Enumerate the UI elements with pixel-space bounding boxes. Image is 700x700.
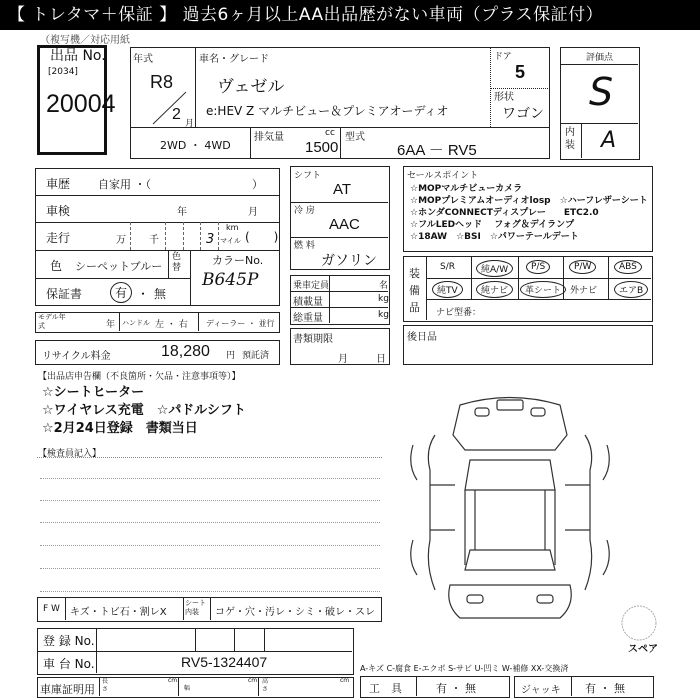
door-value: 5 bbox=[515, 62, 526, 82]
garage-height: 高さ bbox=[262, 678, 269, 693]
spare-label: スペア bbox=[628, 644, 658, 655]
garage-row bbox=[37, 677, 354, 698]
color-value: シーペットブルー bbox=[75, 260, 163, 273]
notes-label: 【出品店申告欄（不良箇所・欠品・注意事項等）】 bbox=[38, 372, 241, 382]
sales-line: ☆MOPプレミアムオーディオlosp ☆ハーフレザーシート bbox=[410, 196, 648, 206]
mileage-label: 走行 bbox=[46, 231, 71, 245]
year-era: R8 bbox=[150, 72, 174, 92]
equip-abs: ABS bbox=[614, 260, 642, 274]
model-year-year: 年 bbox=[106, 320, 116, 330]
weight-label: 総重量 bbox=[293, 313, 323, 324]
unit-cm: cm bbox=[248, 677, 258, 684]
mileage-sen: 千 bbox=[149, 235, 159, 246]
model-label: 型式 bbox=[345, 132, 365, 143]
shape-value: ワゴン bbox=[502, 106, 544, 122]
car-diagram bbox=[405, 390, 615, 635]
unit-mile: マイル bbox=[220, 237, 241, 245]
history-value: 自家用 ・（ bbox=[98, 178, 151, 191]
tools-value: 有 ・ 無 bbox=[436, 682, 476, 695]
history-close: ） bbox=[252, 178, 263, 191]
lot-number: 20004 bbox=[46, 90, 116, 118]
displacement-value: 1500 bbox=[305, 139, 339, 156]
docs-label: 書類期限 bbox=[293, 334, 333, 345]
equip-leather: 革シート bbox=[520, 281, 566, 298]
mileage-digit: 3 bbox=[206, 232, 215, 247]
handle-value: 左 ・ 右 bbox=[155, 320, 188, 330]
equip-ps: P/S bbox=[526, 260, 550, 274]
colorno-label: カラーNo. bbox=[212, 254, 264, 267]
model-value: 6AA － RV5 bbox=[397, 142, 477, 159]
year-label: 年式 bbox=[133, 54, 153, 65]
equip-tv: 純TV bbox=[432, 281, 463, 298]
car-name: ヴェゼル bbox=[217, 77, 285, 97]
note-line: ☆2月24日登録 書類当日 bbox=[42, 421, 198, 436]
seat-items: コゲ・穴・汚レ・シミ・破レ・スレ bbox=[215, 607, 375, 618]
recycle-label: リサイクル料金 bbox=[42, 351, 111, 362]
form-note: （複写機／対応用紙 bbox=[40, 35, 130, 46]
registration-block bbox=[37, 628, 354, 675]
load-unit: kg bbox=[378, 294, 389, 304]
chassis-label: 車 台 No. bbox=[43, 657, 95, 671]
warranty-no: 無 bbox=[154, 287, 167, 301]
inspection-month: 月 bbox=[248, 207, 258, 218]
inspection-label: 車検 bbox=[46, 204, 71, 218]
equip-sr: S/R bbox=[440, 262, 455, 272]
model-year-row bbox=[35, 312, 280, 333]
equip-ext-navi: 外ナビ bbox=[570, 286, 598, 296]
fw-label: F W bbox=[43, 604, 60, 614]
jack-box bbox=[514, 676, 654, 698]
drive-type: 2WD ・ 4WD bbox=[160, 139, 231, 152]
load-label: 積載量 bbox=[293, 297, 323, 308]
sales-line: ☆フルLEDヘッド フォグ＆デイランプ bbox=[410, 220, 575, 230]
recycle-status: 預託済 bbox=[242, 351, 270, 361]
equip-navi: 純ナビ bbox=[476, 281, 513, 298]
warranty-label: 保証書 bbox=[46, 287, 83, 301]
repaint-label: 色替 bbox=[172, 252, 182, 273]
tools-box bbox=[360, 676, 510, 698]
sales-line: ☆MOPマルチビューカメラ bbox=[410, 184, 523, 194]
garage-width: 幅 bbox=[184, 685, 191, 692]
spec-block bbox=[290, 166, 390, 270]
recycle-value: 18,280 bbox=[161, 343, 210, 360]
lot-label: 出品 No. bbox=[50, 48, 106, 64]
score-box bbox=[560, 47, 640, 160]
color-label: 色 bbox=[50, 259, 63, 273]
later-label: 後日品 bbox=[407, 332, 437, 343]
later-items bbox=[403, 325, 653, 365]
chassis-value: RV5-1324407 bbox=[181, 654, 268, 670]
car-label: 車名・グレード bbox=[199, 54, 269, 65]
aircon-value: AAC bbox=[329, 216, 360, 233]
sales-line: ☆ホンダCONNECTディスプレー ETC2.0 bbox=[410, 208, 599, 218]
sales-label: セールスポイント bbox=[407, 171, 479, 181]
docs-block bbox=[290, 328, 390, 365]
jack-value: 有 ・ 無 bbox=[585, 682, 625, 695]
unit-cm: cm bbox=[168, 677, 178, 684]
aircon-label: 冷 房 bbox=[294, 206, 315, 216]
recycle-unit: 円 bbox=[226, 351, 236, 361]
unit-cm: cm bbox=[340, 677, 350, 684]
unit-km: km bbox=[226, 223, 239, 232]
history-label: 車歴 bbox=[46, 177, 71, 191]
car-grade: e:HEV Z マルチビュー＆プレミアオーディオ bbox=[206, 104, 449, 118]
sales-line: ☆18AW ☆BSI ☆パワーテールデート bbox=[410, 232, 579, 242]
colorno-value: B645P bbox=[202, 270, 259, 290]
dealer-value: ディーラー ・ 並行 bbox=[206, 319, 275, 328]
capacity-unit: 名 bbox=[379, 281, 389, 291]
inspection-year: 年 bbox=[177, 207, 187, 218]
warranty-sep: ・ bbox=[137, 287, 150, 301]
fw-row bbox=[37, 597, 382, 622]
equipment-label: 装備品 bbox=[409, 267, 420, 314]
shape-label: 形状 bbox=[494, 92, 514, 103]
tools-label: 工 具 bbox=[369, 682, 402, 695]
month-unit: 月 bbox=[185, 119, 195, 129]
spare-tire-icon bbox=[618, 603, 660, 643]
equipment-block bbox=[403, 256, 653, 322]
docs-day: 日 bbox=[376, 354, 386, 365]
year-month: 2 bbox=[172, 106, 181, 123]
docs-month: 月 bbox=[338, 354, 348, 365]
equip-aw: 純A/W bbox=[476, 260, 513, 277]
weight-unit: kg bbox=[378, 310, 389, 320]
lot-box bbox=[37, 45, 116, 155]
interior-value: A bbox=[601, 128, 617, 153]
model-year-label: モデル年式 bbox=[38, 313, 66, 330]
capacity-label: 乗車定員 bbox=[293, 281, 330, 291]
mileage-man: 万 bbox=[116, 235, 126, 246]
score-value: S bbox=[589, 70, 614, 114]
handle-label: ハンドル bbox=[122, 319, 150, 327]
score-label: 評価点 bbox=[586, 53, 614, 63]
sales-points bbox=[403, 166, 653, 252]
interior-label: 内装 bbox=[565, 127, 575, 151]
navi-model: ナビ型番： bbox=[436, 308, 482, 318]
displacement-label: 排気量 bbox=[254, 132, 284, 143]
shift-value: AT bbox=[333, 181, 352, 198]
fuel-value: ガソリン bbox=[321, 253, 377, 269]
door-label: ドア bbox=[494, 52, 512, 62]
fuel-label: 燃 料 bbox=[294, 241, 315, 251]
sheet-title: 【 トレタマ＋保証 】 過去6ヶ月以上AA出品歴がない車両（プラス保証付） bbox=[0, 0, 700, 30]
garage-length: 長さ bbox=[102, 678, 109, 693]
capacity-block bbox=[290, 275, 390, 325]
note-line: ☆ワイヤレス充電 ☆パドルシフト bbox=[42, 403, 246, 418]
damage-legend: A-キズ C-腐食 E-エクボ S-サビ U-凹ミ W-補修 XX-交換済 bbox=[360, 664, 569, 673]
garage-label: 車庫証明用 bbox=[40, 683, 95, 696]
equip-pw: P/W bbox=[569, 260, 596, 274]
reg-label: 登 録 No. bbox=[43, 634, 95, 648]
mileage-paren: ( ) bbox=[245, 230, 279, 244]
warranty-yes: 有 bbox=[110, 282, 132, 303]
fw-items: キズ・トビ石・割レX bbox=[70, 607, 167, 618]
inspector-label: 【検査員記入】 bbox=[38, 449, 102, 459]
recycle-row bbox=[35, 340, 280, 365]
jack-label: ジャッキ bbox=[521, 685, 561, 696]
shift-label: シフト bbox=[294, 171, 322, 181]
note-line: ☆シートヒーター bbox=[42, 385, 145, 400]
lot-code: [2034] bbox=[48, 67, 78, 77]
equip-airbag: エアB bbox=[614, 281, 648, 298]
displacement-unit: cc bbox=[325, 128, 335, 138]
seat-label: シート内装 bbox=[185, 599, 206, 616]
